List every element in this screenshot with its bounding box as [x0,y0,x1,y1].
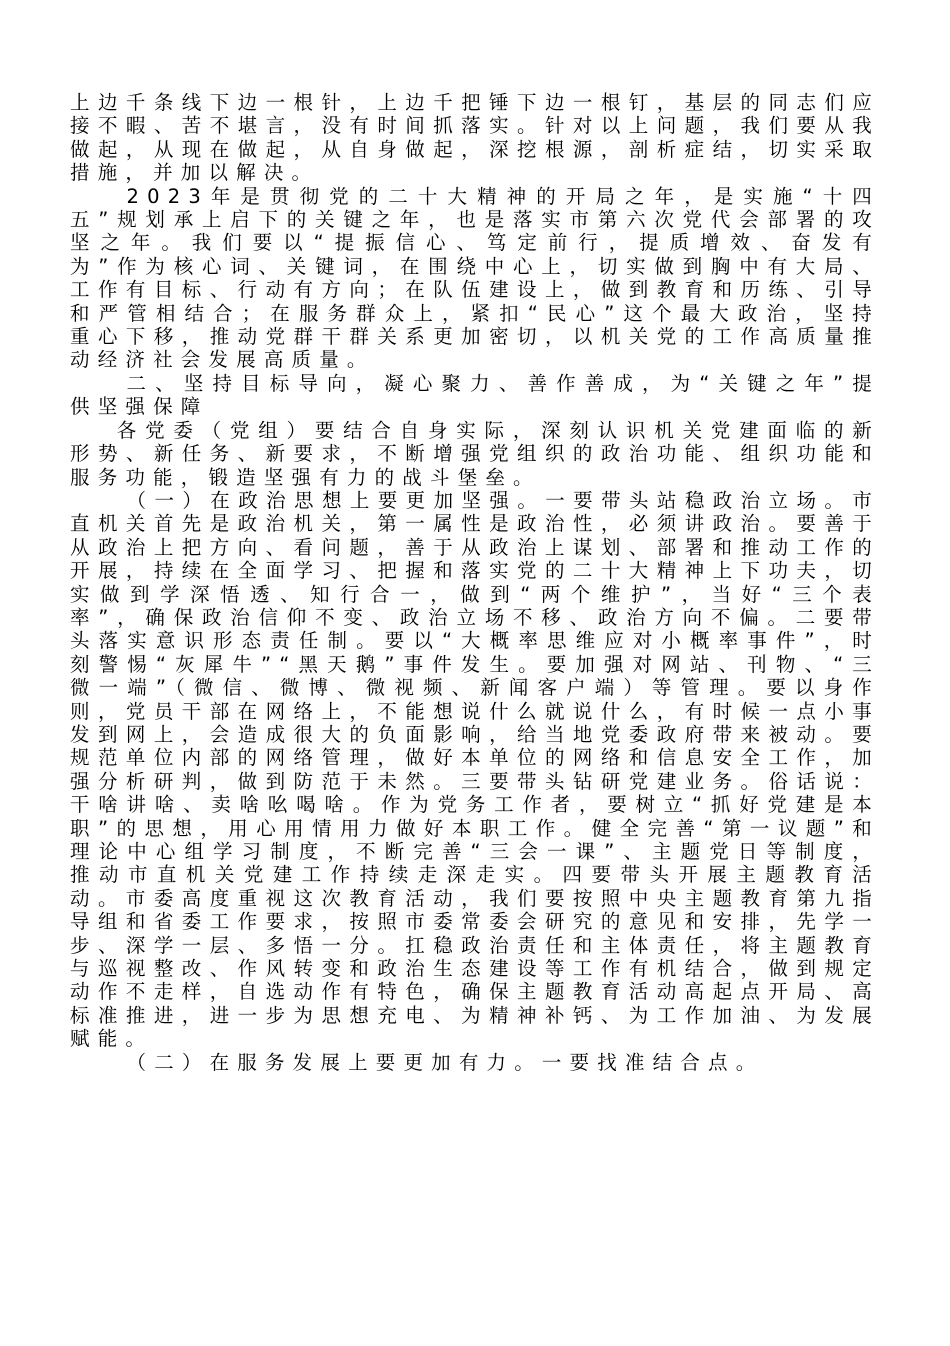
paragraph-party-committees: 各党委（党组）要结合自身实际，深刻认识机关党建面临的新形势、新任务、新要求，不断增强党组织的政治功能、组织功能和服务功能，锻造坚强有力的战斗堡垒。 [70,418,880,489]
paragraph-political-thought: （一）在政治思想上要更加坚强。一要带头站稳政治立场。市直机关首先是政治机关，第一属性是政治性，必须讲政治。要善于从政治上把方向、看问题，善于从政治上谋划、部署和推动工作的开展，持续在全面学习、把握和落实党的二十大精神上下功夫，切实做到学深悟透、知行合一，做到“两个维护”，当好“三个表率”，确保政治信仰不变、政治立场不移、政治方向不偏。二要带头落实意识形态责任制。要以“大概率思维应对小概率事件”，时刻警惕“灰犀牛”“黑天鹅”事件发生。要加强对网站、刊物、“三微一端”（微信、微博、微视频、新闻客户端）等管理。要以身作则，党员干部在网络上，不能想说什么就说什么，有时候一点小事发到网上，会造成很大的负面影响，给当地党委政府带来被动。要规范单位内部的网络管理，做好本单位的网络和信息安全工作，加强分析研判，做到防范于未然。三要带头钻研党建业务。俗话说：干啥讲啥、卖啥吆喝啥。作为党务工作者，要树立“抓好党建是本职”的思想，用心用情用力做好本职工作。健全完善“第一议题”和理论中心组学习制度，不断完善“三会一课”、主题党日等制度，推动市直机关党建工作持续走深走实。四要带头开展主题教育活动。市委高度重视这次教育活动，我们要按照中央主题教育第九指导组和省委工作要求，按照市委常委会研究的意见和安排，先学一步、深学一层、多悟一分。扛稳政治责任和主体责任，将主题教育与巡视整改、作风转变和政治生态建设等工作有机结合，做到规定动作不走样，自选动作有特色，确保主题教育活动高起点开局、高标准推进，进一步为思想充电、为精神补钙、为工作加油、为发展赋能。 [70,488,880,1051]
paragraph-problems-continued: 上边千条线下边一根针，上边千把锤下边一根钉，基层的同志们应接不暇、苦不堪言，没有时间抓落实。针对以上问题，我们要从我做起，从现在做起，从自身做起，深挖根源，剖析症结，切实采取措施，并加以解决。 [70,91,880,185]
document-body [70,91,880,1074]
section-heading-two: 二、坚持目标导向，凝心聚力、善作善成，为“关键之年”提供坚强保障 [70,371,880,419]
paragraph-serving-development: （二）在服务发展上要更加有力。一要找准结合点。 [126,1050,764,1074]
paragraph-2023-key-year: 2023年是贯彻党的二十大精神的开局之年，是实施“十四五”规划承上启下的关键之年，也是落实市第六次党代会部署的攻坚之年。我们要以“提振信心、笃定前行，提质增效、奋发有为”作为核心词、关键词，在围绕中心上，切实做到胸中有大局、工作有目标、行动有方向；在队伍建设上，做到教育和历练、引导和严管相结合；在服务群众上，紧扣“民心”这个最大政治，坚持重心下移，推动党群干群关系更加密切，以机关党的工作高质量推动经济社会发展高质量。 [70,184,880,372]
